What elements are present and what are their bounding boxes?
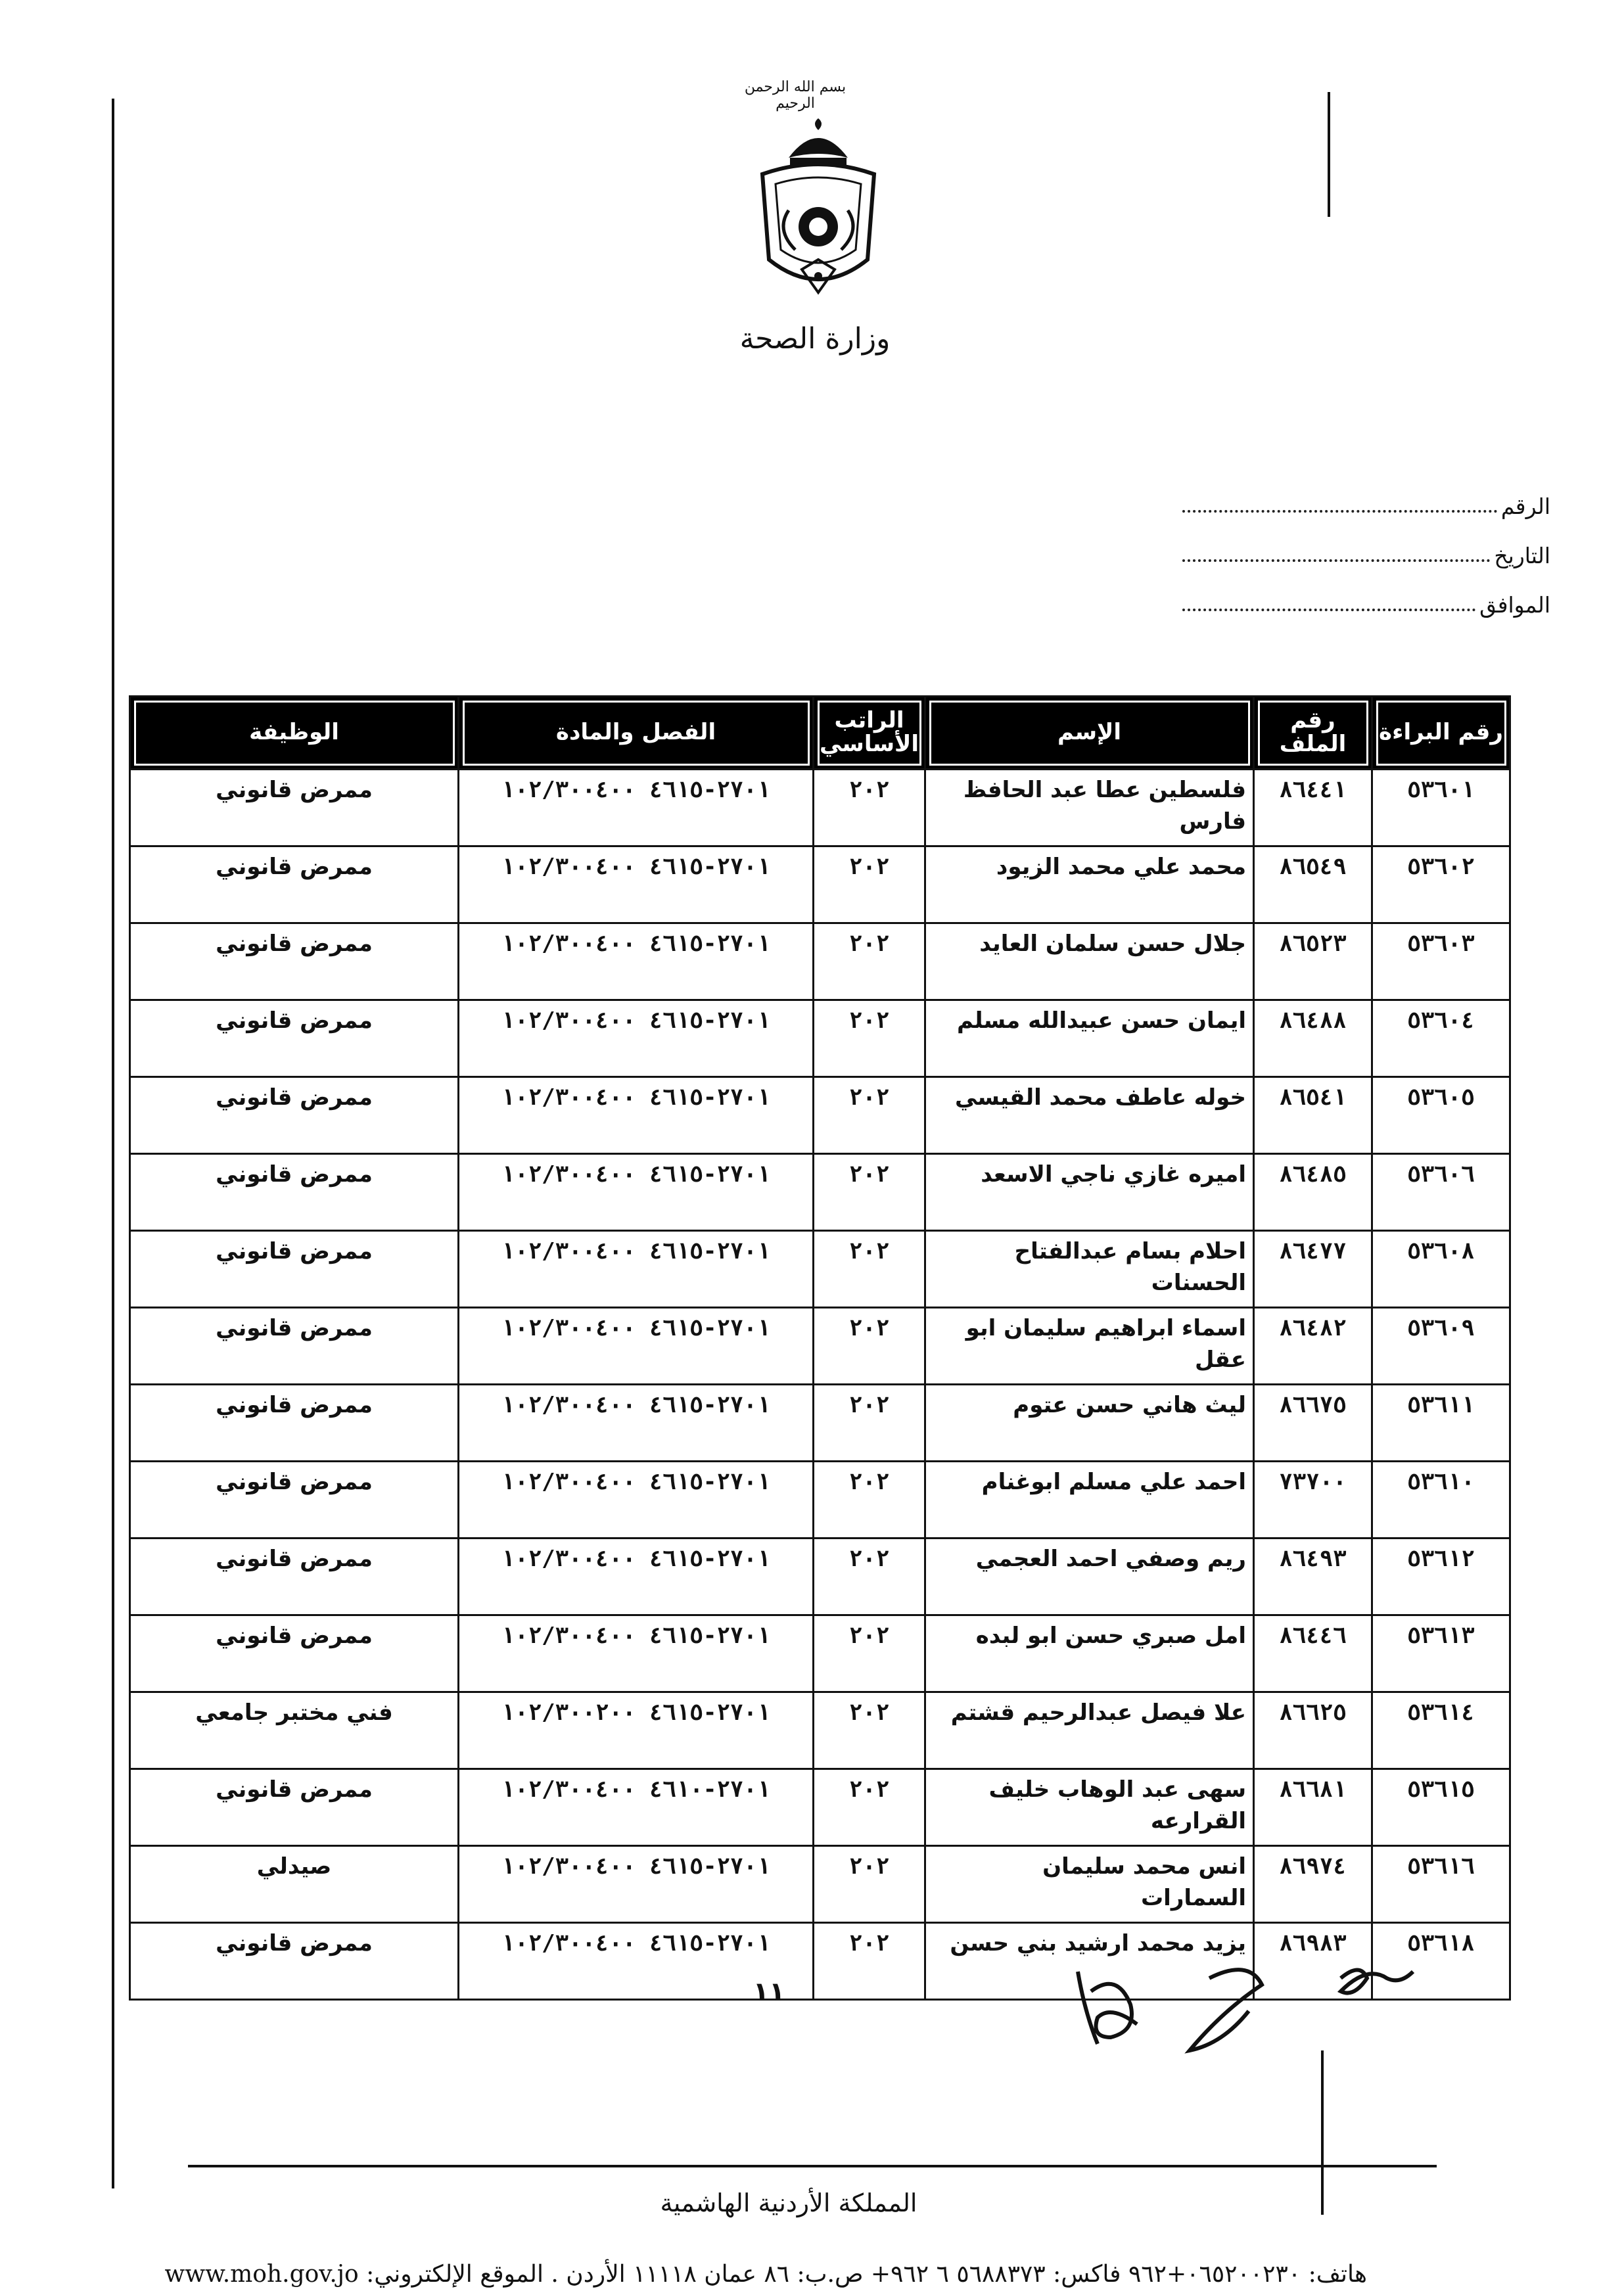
cell-file: ٨٦٥٢٣	[1254, 923, 1372, 1000]
cell-account: ٢٧٠١-٤٦١٥ ١٠٢/٣٠٠٤٠٠	[459, 1539, 814, 1615]
cell-salary: ٢٠٢	[814, 1692, 925, 1769]
cell-file: ٨٦٥٤٩	[1254, 846, 1372, 923]
cell-file: ٨٦٤٨٨	[1254, 1000, 1372, 1077]
cell-account: ٢٧٠١-٤٦١٥ ١٠٢/٣٠٠٤٠٠	[459, 1154, 814, 1231]
cell-account: ٢٧٠١-٤٦١٥ ١٠٢/٣٠٠٤٠٠	[459, 923, 814, 1000]
cell-salary: ٢٠٢	[814, 1231, 925, 1308]
cell-name: علا فيصل عبدالرحيم قشتم	[925, 1692, 1254, 1769]
cell-salary: ٢٠٢	[814, 1462, 925, 1539]
cell-seq: ٥٣٦١٣	[1372, 1615, 1510, 1692]
table-header-row	[130, 697, 1510, 770]
cell-file: ٨٦٤٩٣	[1254, 1539, 1372, 1615]
cell-salary: ٢٠٢	[814, 1923, 925, 2000]
reference-number-dotted-line	[1182, 510, 1497, 513]
cell-job: ممرض قانوني	[130, 1539, 459, 1615]
cell-name: ليث هاني حسن عتوم	[925, 1385, 1254, 1462]
date-label: التاريخ	[1494, 543, 1550, 568]
cell-account: ٢٧٠١-٤٦١٥ ١٠٢/٣٠٠٤٠٠	[459, 1385, 814, 1462]
cell-job: ممرض قانوني	[130, 1615, 459, 1692]
corresponding-date-label: الموافق	[1479, 592, 1550, 618]
table-row	[130, 1308, 1510, 1385]
table-row	[130, 1077, 1510, 1154]
table-row	[130, 1615, 1510, 1692]
header-file: رقم الملف	[1254, 697, 1372, 770]
cell-name: سهى عبد الوهاب خليف القرارعه	[925, 1769, 1254, 1846]
employee-roster-table	[129, 695, 1511, 2001]
cell-salary: ٢٠٢	[814, 1308, 925, 1385]
cell-salary: ٢٠٢	[814, 1385, 925, 1462]
cell-name: اسماء ابراهيم سليمان ابو عقل	[925, 1308, 1254, 1385]
header-account: الفصل والمادة	[459, 697, 814, 770]
cell-account: ٢٧٠١-٤٦١٥ ١٠٢/٣٠٠٤٠٠	[459, 1077, 814, 1154]
cell-file: ٨٦٤٤١	[1254, 770, 1372, 846]
coat-of-arms-emblem	[749, 112, 887, 302]
cell-job: فني مختبر جامعي	[130, 1692, 459, 1769]
cell-seq: ٥٣٦١١	[1372, 1385, 1510, 1462]
cell-file: ٨٦٤٨٢	[1254, 1308, 1372, 1385]
cell-salary: ٢٠٢	[814, 1077, 925, 1154]
right-margin-rule-top	[1328, 92, 1330, 217]
right-margin-rule-bottom	[1321, 2050, 1324, 2215]
cell-name: اميره غازي ناجي الاسعد	[925, 1154, 1254, 1231]
table-row	[130, 1154, 1510, 1231]
cell-account: ٢٧٠١-٤٦١٥ ١٠٢/٣٠٠٤٠٠	[459, 1462, 814, 1539]
cell-account: ٢٧٠١-٤٦١٥ ١٠٢/٣٠٠٤٠٠	[459, 1308, 814, 1385]
cell-name: محمد علي محمد الزيود	[925, 846, 1254, 923]
cell-job: ممرض قانوني	[130, 1154, 459, 1231]
cell-seq: ٥٣٦١٢	[1372, 1539, 1510, 1615]
cell-account: ٢٧٠١-٤٦١٥ ١٠٢/٣٠٠٤٠٠	[459, 1846, 814, 1923]
cell-seq: ٥٣٦١٥	[1372, 1769, 1510, 1846]
table-row	[130, 1462, 1510, 1539]
cell-file: ٨٦٥٤١	[1254, 1077, 1372, 1154]
cell-account: ٢٧٠١-٤٦١٥ ١٠٢/٣٠٠٤٠٠	[459, 1231, 814, 1308]
footer-contact-line: هاتف: ٠٦٥٢٠٠٢٣٠+٩٦٢ فاكس: ٥٦٨٨٣٧٣ ٦ ٩٦٢+ ص.ب: ٨٦ عمان ١١١١٨ الأردن . الموقع الإلكتروني: www.moh.gov.jo	[164, 2261, 1367, 2288]
table-row	[130, 846, 1510, 923]
date-field	[1182, 529, 1550, 568]
cell-seq: ٥٣٦٠٩	[1372, 1308, 1510, 1385]
cell-name: خوله عاطف محمد القيسي	[925, 1077, 1254, 1154]
corresponding-date-dotted-line	[1182, 609, 1475, 611]
cell-account: ٢٧٠١-٤٦١٥ ١٠٢/٣٠٠٤٠٠	[459, 846, 814, 923]
cell-salary: ٢٠٢	[814, 923, 925, 1000]
cell-file: ٨٦٦٢٥	[1254, 1692, 1372, 1769]
cell-salary: ٢٠٢	[814, 1615, 925, 1692]
cell-job: ممرض قانوني	[130, 1231, 459, 1308]
cell-seq: ٥٣٦٠٤	[1372, 1000, 1510, 1077]
cell-name: احلام بسام عبدالفتاح الحسنات	[925, 1231, 1254, 1308]
cell-file: ٨٦٦٨١	[1254, 1769, 1372, 1846]
header-job: الوظيفة	[130, 697, 459, 770]
cell-salary: ٢٠٢	[814, 1769, 925, 1846]
cell-job: ممرض قانوني	[130, 770, 459, 846]
cell-account: ٢٧٠١-٤٦١٥ ١٠٢/٣٠٠٤٠٠	[459, 1923, 814, 2000]
cell-name: انس محمد سليمان السمارات	[925, 1846, 1254, 1923]
table-row	[130, 923, 1510, 1000]
cell-file: ٨٦٩٧٤	[1254, 1846, 1372, 1923]
page-number: ١١	[753, 1977, 785, 2007]
reference-number-field	[1182, 480, 1550, 519]
footer-kingdom-name: المملكة الأردنية الهاشمية	[660, 2188, 917, 2217]
table-row	[130, 1385, 1510, 1462]
table-row	[130, 1231, 1510, 1308]
cell-name: ايمان حسن عبيدالله مسلم	[925, 1000, 1254, 1077]
cell-file: ٧٣٧٠٠	[1254, 1462, 1372, 1539]
cell-seq: ٥٣٦٠٢	[1372, 846, 1510, 923]
cell-job: ممرض قانوني	[130, 923, 459, 1000]
cell-job: ممرض قانوني	[130, 1000, 459, 1077]
cell-seq: ٥٣٦١٦	[1372, 1846, 1510, 1923]
cell-seq: ٥٣٦٠٨	[1372, 1231, 1510, 1308]
table-row	[130, 1692, 1510, 1769]
header-name: الإسم	[925, 697, 1254, 770]
cell-seq: ٥٣٦١٠	[1372, 1462, 1510, 1539]
cell-job: ممرض قانوني	[130, 1385, 459, 1462]
cell-salary: ٢٠٢	[814, 1846, 925, 1923]
cell-account: ٢٧٠١-٤٦١٥ ١٠٢/٣٠٠٢٠٠	[459, 1692, 814, 1769]
cell-salary: ٢٠٢	[814, 846, 925, 923]
cell-name: فلسطين عطا عبد الحافظ فارس	[925, 770, 1254, 846]
corresponding-date-field	[1182, 578, 1550, 618]
cell-name: احمد علي مسلم ابوغنام	[925, 1462, 1254, 1539]
ministry-name: وزارة الصحة	[739, 322, 891, 356]
cell-name: ريم وصفي احمد العجمي	[925, 1539, 1254, 1615]
cell-job: صيدلي	[130, 1846, 459, 1923]
cell-file: ٨٦٦٧٥	[1254, 1385, 1372, 1462]
table-row	[130, 1846, 1510, 1923]
cell-salary: ٢٠٢	[814, 770, 925, 846]
cell-job: ممرض قانوني	[130, 1462, 459, 1539]
table-row	[130, 770, 1510, 846]
cell-seq: ٥٣٦٠٣	[1372, 923, 1510, 1000]
table-row	[130, 1769, 1510, 1846]
date-dotted-line	[1182, 559, 1490, 562]
cell-job: ممرض قانوني	[130, 1308, 459, 1385]
cell-job: ممرض قانوني	[130, 1077, 459, 1154]
cell-job: ممرض قانوني	[130, 1923, 459, 2000]
cell-name: امل صبري حسن ابو لبده	[925, 1615, 1254, 1692]
table-row	[130, 1539, 1510, 1615]
cell-name: جلال حسن سلمان العايد	[925, 923, 1254, 1000]
cell-seq: ٥٣٦١٨	[1372, 1923, 1510, 2000]
table-row	[130, 1000, 1510, 1077]
basmala-text: بسم الله الرحمن الرحيم	[744, 79, 847, 112]
header-seq: رقم البراءة	[1372, 697, 1510, 770]
cell-job: ممرض قانوني	[130, 1769, 459, 1846]
cell-file: ٨٦٤٤٦	[1254, 1615, 1372, 1692]
cell-seq: ٥٣٦١٤	[1372, 1692, 1510, 1769]
cell-seq: ٥٣٦٠٦	[1372, 1154, 1510, 1231]
reference-number-label: الرقم	[1500, 494, 1550, 519]
cell-seq: ٥٣٦٠١	[1372, 770, 1510, 846]
cell-salary: ٢٠٢	[814, 1000, 925, 1077]
cell-file: ٨٦٩٨٣	[1254, 1923, 1372, 2000]
cell-salary: ٢٠٢	[814, 1539, 925, 1615]
cell-account: ٢٧٠١-٤٦١٥ ١٠٢/٣٠٠٤٠٠	[459, 1615, 814, 1692]
cell-account: ٢٧٠١-٤٦١٥ ١٠٢/٣٠٠٤٠٠	[459, 770, 814, 846]
header-salary: الراتب الأساسي	[814, 697, 925, 770]
cell-account: ٢٧٠١-٤٦١٠ ١٠٢/٣٠٠٤٠٠	[459, 1769, 814, 1846]
cell-seq: ٥٣٦٠٥	[1372, 1077, 1510, 1154]
cell-name: يزيد محمد ارشيد بني حسن	[925, 1923, 1254, 2000]
cell-job: ممرض قانوني	[130, 846, 459, 923]
footer-rule	[188, 2165, 1437, 2167]
handwritten-signatures	[1065, 1952, 1433, 2064]
cell-salary: ٢٠٢	[814, 1154, 925, 1231]
cell-account: ٢٧٠١-٤٦١٥ ١٠٢/٣٠٠٤٠٠	[459, 1000, 814, 1077]
cell-file: ٨٦٤٧٧	[1254, 1231, 1372, 1308]
left-margin-rule	[112, 99, 114, 2188]
roster-body	[130, 770, 1510, 2000]
cell-file: ٨٦٤٨٥	[1254, 1154, 1372, 1231]
